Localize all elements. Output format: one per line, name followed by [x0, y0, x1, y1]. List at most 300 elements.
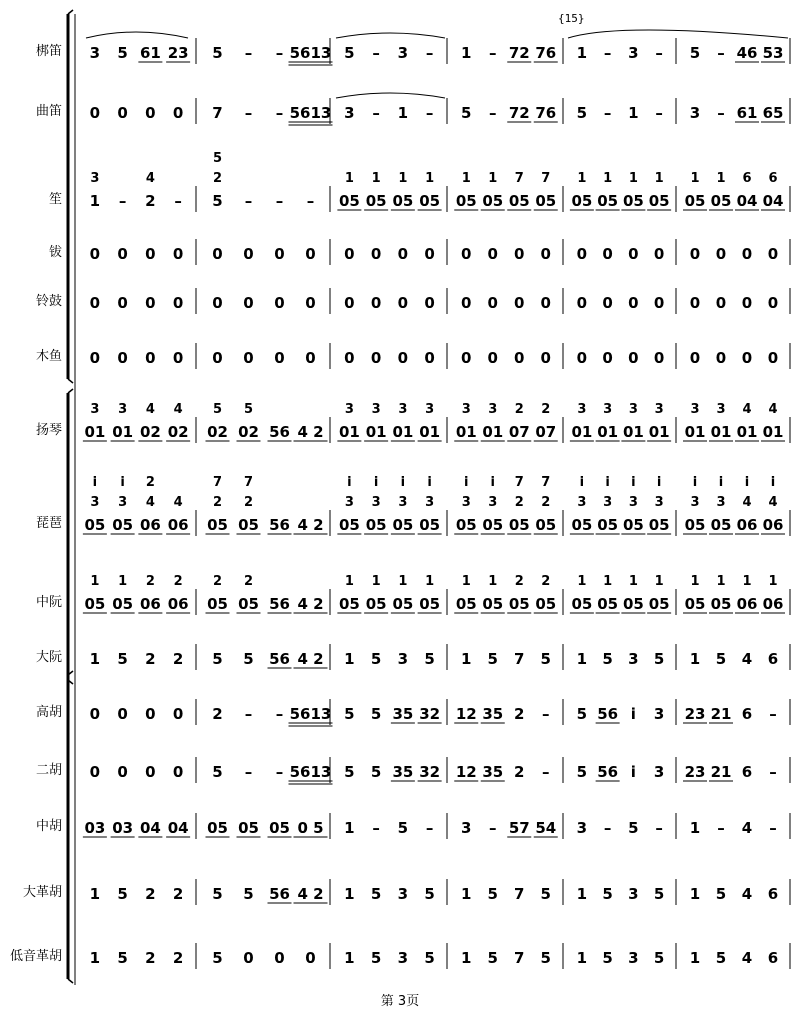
note: – [603, 104, 612, 122]
note: 5 [602, 949, 613, 967]
note: 0 [145, 705, 156, 723]
note: 0 [689, 294, 701, 312]
note: 56 [269, 516, 290, 534]
note: 0 [117, 245, 128, 263]
note: 3 [653, 705, 665, 723]
note: 0 [89, 104, 101, 122]
note: 57 [508, 819, 530, 837]
note: 0 [424, 294, 435, 312]
note: 23 [684, 705, 706, 723]
note: 3 [397, 949, 409, 967]
note: – [655, 44, 663, 62]
note: 5613 [289, 104, 332, 122]
note: 01 [338, 423, 360, 441]
note: 02 [238, 423, 259, 441]
chord-tone: i [92, 475, 98, 490]
note: 0 [243, 294, 254, 312]
note: 0 [487, 349, 498, 367]
instrument-name: 中胡 [35, 819, 62, 834]
note: – [769, 763, 777, 781]
note: – [717, 819, 725, 837]
chord-tone: 7 [514, 475, 524, 490]
note: 0 [117, 349, 128, 367]
note: 0 [689, 245, 701, 263]
note: 3 [397, 44, 409, 62]
note: 05 [84, 516, 106, 534]
note: 05 [338, 516, 360, 534]
note: 1 [344, 819, 355, 837]
note: 0 [689, 349, 701, 367]
note: 05 [684, 192, 706, 210]
note: 05 [392, 595, 414, 613]
note: 21 [710, 705, 732, 723]
note: 01 [736, 423, 758, 441]
note: 05 [338, 192, 360, 210]
note: 5 [243, 885, 254, 903]
note: 05 [508, 192, 530, 210]
note: i [630, 763, 636, 781]
note: 05 [710, 595, 732, 613]
note: 05 [535, 595, 557, 613]
note: 3 [344, 104, 355, 122]
note: 5 [117, 650, 128, 668]
note: 0 [172, 245, 184, 263]
note: 2 [514, 705, 525, 723]
note: 0 5 [297, 819, 324, 837]
note: 0 [89, 705, 101, 723]
chord-tone: i [347, 475, 352, 490]
chord-tone: 2 [212, 574, 223, 589]
note: 01 [710, 423, 732, 441]
note: 12 [455, 705, 477, 723]
note: 5 [715, 650, 727, 668]
note: 4 [741, 949, 753, 967]
chord-tone: 6 [768, 171, 778, 186]
note: 3 [653, 763, 665, 781]
note: 0 [370, 349, 382, 367]
note: 05 [365, 192, 387, 210]
chord-tone: 1 [628, 171, 638, 186]
note: – [603, 44, 612, 62]
note: 5 [370, 705, 382, 723]
note: 0 [514, 349, 525, 367]
note: 5 [628, 819, 639, 837]
chord-tone: 6 [742, 171, 752, 186]
note: 7 [514, 885, 525, 903]
note: 5 [243, 650, 254, 668]
chord-tone: 1 [654, 171, 664, 186]
note: 1 [576, 44, 588, 62]
chord-tone: 3 [716, 402, 726, 417]
instrument-name: 梆笛 [35, 44, 62, 59]
note: 05 [622, 192, 644, 210]
note: – [118, 192, 127, 210]
note: 5 [344, 763, 355, 781]
note: 0 [274, 245, 285, 263]
chord-tone: 2 [514, 495, 524, 510]
chord-tone: 4 [173, 495, 183, 510]
note: 06 [139, 595, 161, 613]
note: 0 [602, 294, 613, 312]
chord-tone: i [427, 475, 432, 490]
note: 1 [689, 650, 701, 668]
chord-tone: 2 [243, 574, 254, 589]
note: – [306, 192, 315, 210]
chord-tone: 1 [90, 574, 100, 589]
note: 05 [419, 192, 441, 210]
note: – [174, 192, 182, 210]
note: 1 [89, 192, 101, 210]
note: 21 [710, 763, 732, 781]
chord-tone: 2 [541, 574, 551, 589]
note: 76 [535, 44, 557, 62]
note: 03 [84, 819, 106, 837]
note: 5 [424, 885, 435, 903]
note: 05 [508, 516, 530, 534]
chord-tone: 2 [243, 495, 254, 510]
note: 4 2 [297, 423, 324, 441]
note: 05 [207, 819, 228, 837]
note: 0 [576, 349, 588, 367]
note: 0 [767, 349, 779, 367]
note: 5 [715, 885, 727, 903]
chord-tone: 1 [654, 574, 664, 589]
chord-tone: 1 [461, 574, 471, 589]
note: 0 [461, 349, 472, 367]
note: 05 [571, 595, 593, 613]
chord-tone: 1 [603, 574, 613, 589]
chord-tone: 3 [716, 495, 726, 510]
instrument-name: 二胡 [35, 763, 62, 778]
bracket-hook [68, 389, 73, 393]
note: 0 [628, 349, 639, 367]
note: 05 [535, 516, 557, 534]
note: 3 [628, 44, 639, 62]
chord-tone: 3 [577, 495, 587, 510]
rehearsal-mark: {15} [558, 12, 585, 25]
note: 56 [597, 763, 619, 781]
note: 01 [622, 423, 644, 441]
note: 1 [576, 885, 588, 903]
note: 5 [212, 885, 223, 903]
note: 01 [392, 423, 414, 441]
chord-tone: 3 [425, 402, 435, 417]
chord-tone: 2 [541, 495, 551, 510]
note: 0 [344, 294, 355, 312]
chord-tone: 3 [654, 495, 664, 510]
note: 04 [139, 819, 161, 837]
chord-tone: 5 [212, 151, 223, 166]
note: 05 [455, 516, 477, 534]
note: 06 [167, 516, 189, 534]
chord-tone: 4 [742, 402, 752, 417]
chord-tone: 2 [173, 574, 183, 589]
note: 0 [344, 245, 355, 263]
note: 0 [741, 349, 753, 367]
note: 5 [576, 705, 588, 723]
slur [568, 30, 788, 38]
note: 01 [684, 423, 706, 441]
note: 05 [482, 516, 504, 534]
note: 0 [576, 294, 588, 312]
note: – [489, 44, 497, 62]
note: 0 [540, 294, 551, 312]
note: 72 [508, 104, 530, 122]
note: 06 [736, 595, 758, 613]
note: 0 [767, 245, 779, 263]
chord-tone: 3 [603, 495, 613, 510]
note: 5 [487, 650, 498, 668]
note: 12 [455, 763, 477, 781]
note: 5 [602, 650, 613, 668]
chord-tone: 3 [577, 402, 587, 417]
note: – [425, 104, 434, 122]
note: 0 [172, 763, 184, 781]
chord-tone: 2 [212, 171, 223, 186]
note: 2 [514, 763, 525, 781]
note: 2 [172, 885, 184, 903]
chord-tone: 1 [371, 171, 381, 186]
note: 0 [274, 294, 285, 312]
note: 02 [207, 423, 228, 441]
note: 01 [112, 423, 134, 441]
note: 0 [424, 349, 435, 367]
note: 05 [238, 595, 259, 613]
chord-tone: 3 [90, 402, 100, 417]
note: 2 [212, 705, 223, 723]
note: 1 [461, 885, 472, 903]
chord-tone: 3 [118, 402, 128, 417]
chord-tone: 3 [690, 402, 700, 417]
note: 05 [622, 516, 644, 534]
note: 23 [684, 763, 706, 781]
note: 76 [535, 104, 557, 122]
note: 6 [741, 763, 753, 781]
note: 1 [628, 104, 639, 122]
note: 0 [540, 245, 551, 263]
note: 05 [392, 516, 414, 534]
note: 5 [212, 192, 223, 210]
note: 0 [212, 294, 223, 312]
instrument-name: 曲笛 [35, 104, 62, 119]
chord-tone: 5 [243, 402, 254, 417]
note: – [372, 44, 380, 62]
note: 5 [370, 949, 382, 967]
instrument-name: 中阮 [35, 595, 62, 610]
note: 05 [338, 595, 360, 613]
note: 05 [684, 516, 706, 534]
chord-tone: 4 [742, 495, 752, 510]
note: 6 [741, 705, 753, 723]
note: – [489, 104, 497, 122]
note: 6 [767, 650, 779, 668]
note: 5 [117, 885, 128, 903]
note: – [275, 705, 284, 723]
chord-tone: 3 [654, 402, 664, 417]
chord-tone: 1 [690, 574, 700, 589]
note: – [244, 44, 253, 62]
note: 0 [117, 705, 128, 723]
note: 0 [487, 245, 498, 263]
note: 0 [370, 294, 382, 312]
chord-tone: 3 [371, 402, 381, 417]
note: 3 [628, 885, 639, 903]
note: 1 [689, 819, 701, 837]
note: 05 [419, 595, 441, 613]
note: 05 [648, 516, 670, 534]
chord-tone: 3 [690, 495, 700, 510]
note: 4 2 [297, 516, 324, 534]
chord-tone: 1 [398, 171, 408, 186]
chord-tone: 4 [768, 495, 778, 510]
note: 01 [365, 423, 387, 441]
note: 0 [741, 245, 753, 263]
note: 1 [89, 949, 101, 967]
note: 0 [305, 949, 316, 967]
chord-tone: 3 [118, 495, 128, 510]
note: 7 [514, 949, 525, 967]
note: 0 [628, 294, 639, 312]
note: 0 [653, 245, 665, 263]
chord-tone: i [579, 475, 585, 490]
note: 0 [397, 349, 409, 367]
note: 2 [145, 885, 156, 903]
chord-tone: 3 [488, 495, 498, 510]
note: 0 [514, 245, 525, 263]
note: 0 [487, 294, 498, 312]
note: 0 [305, 294, 316, 312]
chord-tone: 5 [212, 402, 223, 417]
chord-tone: i [464, 475, 469, 490]
chord-tone: 7 [541, 171, 551, 186]
note: 2 [145, 192, 156, 210]
note: 5613 [289, 705, 332, 723]
chord-tone: 3 [461, 495, 471, 510]
note: 1 [397, 104, 409, 122]
note: 4 2 [297, 650, 324, 668]
note: 5 [602, 885, 613, 903]
note: 1 [461, 650, 472, 668]
chord-tone: i [373, 475, 379, 490]
chord-tone: 1 [118, 574, 128, 589]
chord-tone: i [490, 475, 495, 490]
chord-tone: 1 [742, 574, 752, 589]
note: 0 [89, 763, 101, 781]
note: 2 [172, 650, 184, 668]
note: 0 [172, 294, 184, 312]
note: 4 [741, 650, 753, 668]
chord-tone: 2 [212, 495, 223, 510]
note: 0 [212, 349, 223, 367]
note: 56 [269, 650, 290, 668]
chord-tone: 1 [398, 574, 408, 589]
note: 3 [628, 650, 639, 668]
note: 01 [84, 423, 106, 441]
chord-tone: 4 [145, 402, 155, 417]
chord-tone: 1 [577, 574, 587, 589]
note: 5 [689, 44, 701, 62]
note: 0 [145, 245, 156, 263]
note: 5613 [289, 763, 332, 781]
note: 23 [167, 44, 189, 62]
chord-tone: 1 [425, 574, 435, 589]
note: 56 [269, 423, 290, 441]
note: 4 [741, 819, 753, 837]
note: 32 [419, 705, 441, 723]
chord-tone: 7 [243, 475, 254, 490]
chord-tone: 4 [768, 402, 778, 417]
note: 07 [508, 423, 530, 441]
note: 56 [269, 595, 290, 613]
note: 05 [571, 192, 593, 210]
note: 06 [762, 595, 784, 613]
note: 0 [243, 349, 254, 367]
note: 05 [482, 192, 504, 210]
note: 5 [540, 650, 551, 668]
note: 04 [167, 819, 189, 837]
chord-tone: 1 [344, 574, 354, 589]
note: 0 [628, 245, 639, 263]
chord-tone: 2 [541, 402, 551, 417]
chord-tone: 3 [425, 495, 435, 510]
note: 0 [397, 294, 409, 312]
note: 05 [648, 192, 670, 210]
note: 0 [274, 349, 285, 367]
note: 46 [736, 44, 758, 62]
note: 5 [540, 949, 551, 967]
note: 72 [508, 44, 530, 62]
note: 05 [112, 516, 134, 534]
note: 02 [139, 423, 161, 441]
note: 5 [424, 650, 435, 668]
chord-tone: 1 [344, 171, 354, 186]
note: 06 [167, 595, 189, 613]
note: 0 [89, 245, 101, 263]
note: 05 [455, 595, 477, 613]
note: 0 [117, 294, 128, 312]
chord-tone: 3 [461, 402, 471, 417]
instrument-name: 钹 [48, 245, 62, 260]
instrument-name: 笙 [48, 192, 62, 207]
note: 0 [344, 349, 355, 367]
chord-tone: i [605, 475, 610, 490]
slur [86, 32, 188, 38]
note: 1 [461, 949, 472, 967]
note: 1 [89, 650, 101, 668]
slur [336, 33, 445, 38]
note: 0 [117, 104, 128, 122]
note: 5 [576, 104, 588, 122]
note: 7 [212, 104, 223, 122]
instrument-name: 铃鼓 [35, 294, 62, 309]
note: 05 [238, 819, 259, 837]
note: – [655, 104, 663, 122]
chord-tone: i [718, 475, 724, 490]
note: 5 [344, 705, 355, 723]
note: 0 [274, 949, 285, 967]
note: 6 [767, 949, 779, 967]
note: – [542, 763, 550, 781]
note: 0 [145, 104, 156, 122]
chord-tone: i [120, 475, 125, 490]
note: – [275, 104, 284, 122]
note: 1 [344, 650, 355, 668]
note: 5 [370, 885, 382, 903]
note: 5613 [289, 44, 332, 62]
note: 0 [461, 245, 472, 263]
note: 0 [576, 245, 588, 263]
note: 5 [212, 763, 223, 781]
